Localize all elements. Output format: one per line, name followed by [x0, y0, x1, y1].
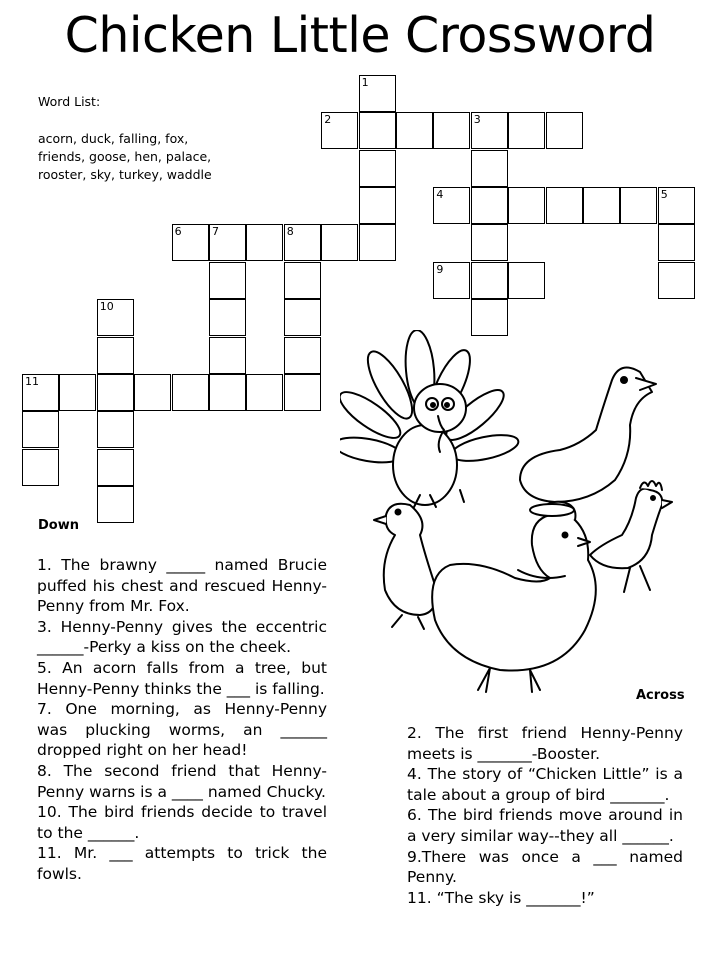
grid-cell[interactable]	[172, 224, 209, 261]
clue-number: 7	[212, 225, 219, 239]
clue-number: 3	[473, 113, 481, 127]
grid-cell[interactable]	[284, 374, 321, 411]
clue-number: 5	[660, 188, 668, 201]
grid-cell[interactable]	[97, 299, 134, 336]
grid-cell[interactable]	[658, 187, 695, 224]
grid-cell[interactable]	[321, 112, 358, 149]
clue-number: 11	[25, 375, 39, 388]
down-clue: 5. An acorn falls from a tree, but Henny-Penny thinks the ___ is falling.	[37, 658, 327, 698]
down-clue: 10. The bird friends decide to travel to the ______.	[37, 803, 327, 842]
down-heading: Down	[38, 518, 79, 533]
grid-cell[interactable]	[546, 187, 583, 224]
grid-cell[interactable]	[246, 374, 283, 411]
grid-cell[interactable]	[172, 374, 209, 411]
grid-cell[interactable]	[209, 299, 246, 336]
clue-number: 6	[174, 225, 182, 239]
grid-cell[interactable]	[396, 112, 433, 149]
page-title: Chicken Little Crossword	[64, 7, 656, 64]
across-clue: 6. The bird friends move around in a very similar way--they all ______.	[407, 806, 683, 845]
grid-cell[interactable]	[209, 262, 246, 299]
grid-cell[interactable]	[359, 150, 396, 187]
grid-cell[interactable]	[658, 224, 695, 261]
grid-cell[interactable]	[471, 224, 508, 261]
clue-number: 8	[286, 225, 294, 239]
grid-cell[interactable]	[471, 150, 508, 187]
grid-cell[interactable]	[359, 187, 396, 224]
across-heading: Across	[636, 688, 685, 703]
word-list-heading: Word List:	[38, 94, 101, 109]
across-clue: 2. The first friend Henny-Penny meets is _______-Booster.	[407, 724, 683, 763]
grid-cell[interactable]	[321, 224, 358, 261]
grid-cell[interactable]	[59, 374, 96, 411]
grid-cell[interactable]	[97, 486, 134, 523]
bird-friends-illustration	[340, 330, 690, 710]
down-clue: 11. Mr. ___ attempts to trick the fowls.	[37, 844, 327, 883]
hen-illustration	[432, 502, 596, 692]
grid-cell[interactable]	[209, 337, 246, 374]
word-list: acorn, duck, falling, fox, friends, goose, hen, palace, rooster, sky, turkey, waddle	[38, 131, 212, 182]
grid-cell[interactable]	[134, 374, 171, 411]
down-clue: 1. The brawny _____ named Brucie puffed his chest and rescued Henny-Penny from Mr. Fox.	[37, 556, 327, 616]
clue-number: 2	[324, 113, 332, 127]
grid-cell[interactable]	[246, 224, 283, 261]
clue-number: 1	[361, 75, 369, 89]
grid-cell[interactable]	[508, 187, 545, 224]
clue-number: 10	[99, 300, 114, 314]
clue-number: 4	[436, 188, 444, 201]
grid-cell[interactable]	[284, 224, 321, 261]
grid-cell[interactable]	[508, 112, 545, 149]
grid-cell[interactable]	[658, 262, 695, 299]
grid-cell[interactable]	[284, 337, 321, 374]
grid-cell[interactable]	[22, 374, 59, 411]
grid-cell[interactable]	[359, 75, 396, 112]
grid-cell[interactable]	[433, 187, 470, 224]
grid-cell[interactable]	[97, 411, 134, 448]
grid-cell[interactable]	[209, 224, 246, 261]
grid-cell[interactable]	[433, 262, 470, 299]
down-clues	[37, 555, 327, 885]
grid-cell[interactable]	[471, 187, 508, 224]
down-clue: 7. One morning, as Henny-Penny was plucking worms, an ______ dropped right on her head!	[37, 700, 327, 760]
grid-cell[interactable]	[97, 449, 134, 486]
grid-cell[interactable]	[471, 112, 508, 149]
down-clue: 8. The second friend that Henny-Penny warns is a ____ named Chucky.	[37, 761, 327, 801]
grid-cell[interactable]	[284, 299, 321, 336]
grid-cell[interactable]	[359, 112, 396, 149]
grid-cell[interactable]	[546, 112, 583, 149]
goose-illustration	[520, 368, 656, 503]
across-clue: 4. The story of “Chicken Little” is a tale about a group of bird _______.	[407, 765, 683, 804]
across-clues	[407, 723, 683, 908]
rooster-illustration	[590, 481, 672, 592]
grid-cell[interactable]	[471, 262, 508, 299]
down-clue: 3. Henny-Penny gives the eccentric ______-Perky a kiss on the cheek.	[37, 617, 327, 657]
turkey-illustration	[340, 330, 521, 507]
grid-cell[interactable]	[97, 337, 134, 374]
grid-cell[interactable]	[433, 112, 470, 149]
grid-cell[interactable]	[359, 224, 396, 261]
grid-cell[interactable]	[97, 374, 134, 411]
grid-cell[interactable]	[209, 374, 246, 411]
grid-cell[interactable]	[620, 187, 657, 224]
grid-cell[interactable]	[284, 262, 321, 299]
duck-illustration	[374, 504, 436, 629]
grid-cell[interactable]	[508, 262, 545, 299]
grid-cell[interactable]	[22, 449, 59, 486]
grid-cell[interactable]	[583, 187, 620, 224]
clue-number: 9	[436, 262, 444, 276]
grid-cell[interactable]	[22, 411, 59, 448]
across-clue: 11. “The sky is _______!”	[407, 888, 595, 907]
across-clue: 9.There was once a ___ named Penny.	[407, 847, 683, 887]
